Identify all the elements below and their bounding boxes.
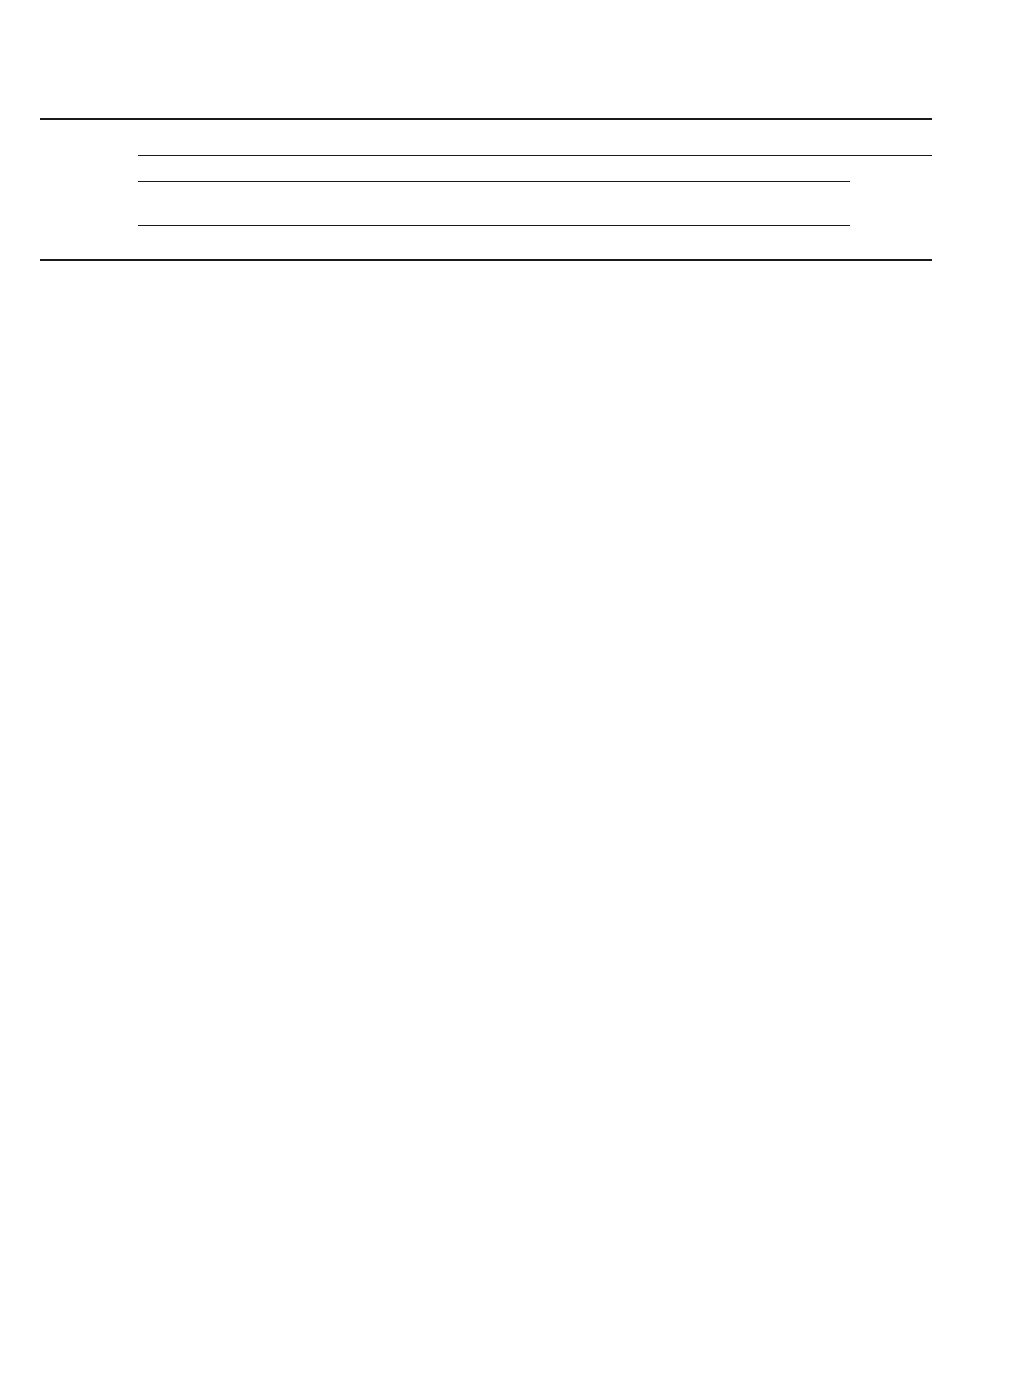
subgroup-rule — [138, 181, 850, 182]
months-rule — [138, 225, 850, 226]
header-bottom-rule — [40, 259, 932, 261]
group-rule — [138, 155, 932, 156]
table-top-rule — [40, 118, 932, 120]
